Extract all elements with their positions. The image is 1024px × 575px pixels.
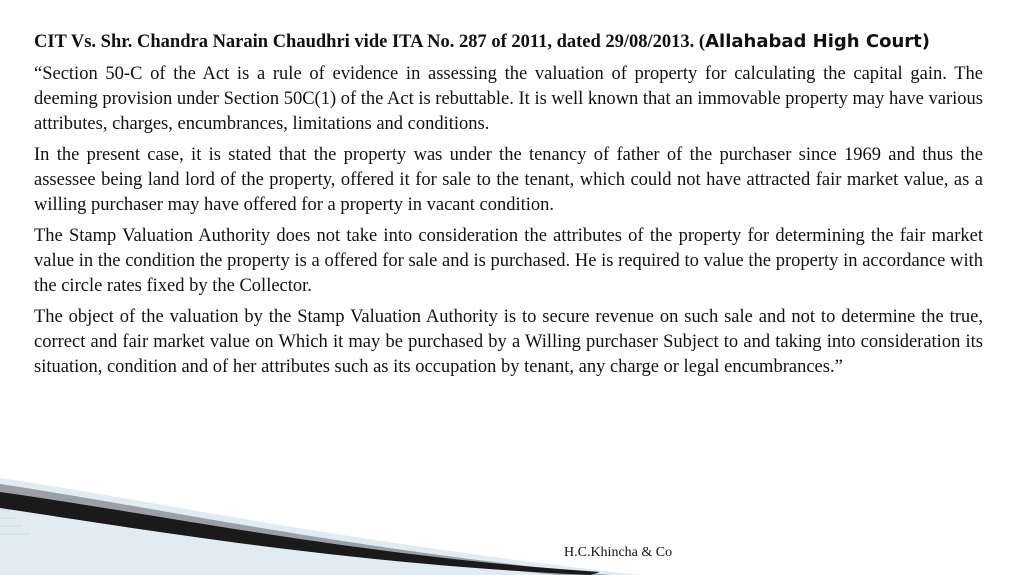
- swoosh-blue-band: [0, 478, 640, 575]
- case-citation: CIT Vs. Shr. Chandra Narain Chaudhri vide ITA No. 287 of 2011, dated 29/08/2013. (: [34, 32, 706, 52]
- paragraph-section-50c: “Section 50-C of the Act is a rule of evidence in assessing the valuation of property for calculating the capital gain. The deeming provision under Section 50C(1) of the Act is rebuttable. It is well known that an immovable property may have various attributes, charges, encumbrances, limitations and conditions.: [34, 64, 983, 134]
- paragraph-valuation-object: The object of the valuation by the Stamp Valuation Authority is to secure revenue on such sale and not to determine the true, correct and fair market value on Which it may be purchased by a Willing purchaser Subject to and taking into consideration its situation, condition and of her attributes such as its occupation by tenant, any charge or legal encumbrances.”: [34, 307, 983, 377]
- footer-firm-name: H.C.Khincha & Co: [564, 545, 673, 560]
- court-name: Allahabad High Court): [705, 31, 930, 52]
- paragraph-stamp-authority: The Stamp Valuation Authority does not take into consideration the attributes of the property for determining the fair market value in the condition the property is a offered for sale and is purchased. He is required to value the property in accordance with the circle rates fixed by the Collector.: [34, 226, 983, 296]
- paragraph-present-case: In the present case, it is stated that the property was under the tenancy of father of the purchaser since 1969 and thus the assessee being land lord of the property, offered it for sale to the tenant, which could not have attracted fair market value, as a willing purchaser may have offered for a property in vacant condition.: [34, 145, 983, 215]
- slide-content: [34, 30, 983, 386]
- decorative-swoosh: [0, 470, 640, 575]
- slide-heading: [34, 30, 983, 54]
